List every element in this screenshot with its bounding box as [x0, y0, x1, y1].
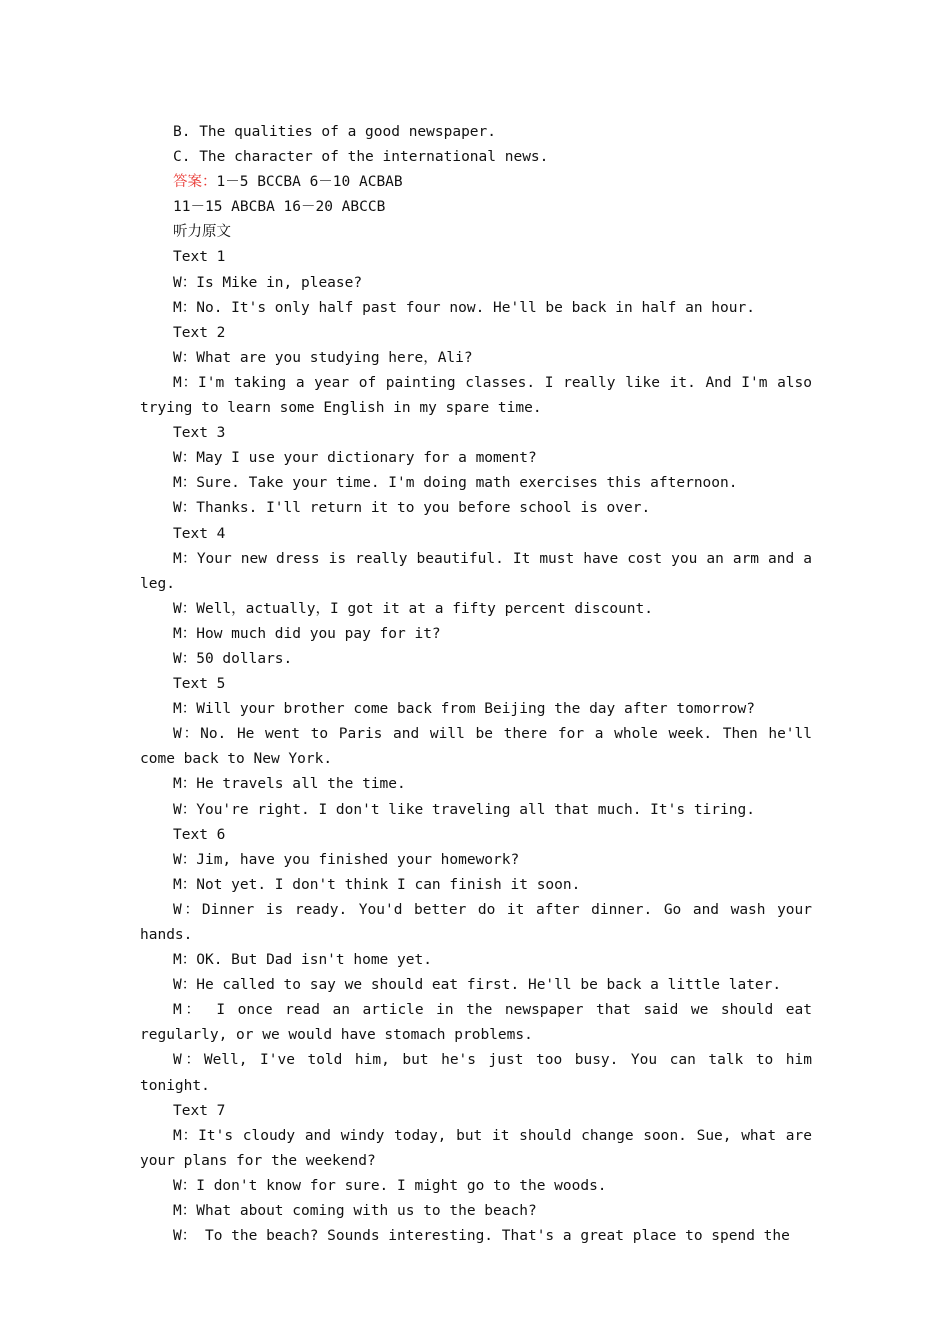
answer-label: 答案：	[173, 174, 217, 191]
dialogue-line: M：I'm taking a year of painting classes. I really like it. And I'm also trying to learn some English in my spare time.	[140, 374, 812, 417]
dialogue-line: W：Jim, have you finished your homework?	[173, 851, 520, 868]
option-c: C. The character of the international news.	[173, 149, 549, 166]
dialogue-line: M：Sure. Take your time. I'm doing math exercises this afternoon.	[173, 475, 738, 492]
text-title: Text 3	[173, 425, 226, 442]
dialogue-line: M：Your new dress is really beautiful. It must have cost you an arm and a leg.	[140, 550, 812, 592]
text-title: Text 5	[173, 676, 226, 693]
dialogue-line: W：Is Mike in, please?	[173, 274, 363, 291]
dialogue-line: W：What are you studying here，Ali?	[173, 349, 473, 366]
dialogue-line: M：No. It's only half past four now. He'll be back in half an hour.	[173, 299, 755, 316]
answer-key-line-1	[140, 170, 812, 195]
dialogue-line: W：Well，actually，I got it at a fifty percent discount.	[173, 600, 653, 617]
dialogue-line: M： I once read an article in the newspaper that said we should eat regularly, or we would have stomach problems.	[140, 1002, 812, 1044]
transcript-heading: 听力原文	[173, 224, 231, 241]
text-title: Text 1	[173, 249, 226, 266]
dialogue-line: W：May I use your dictionary for a moment?	[173, 450, 537, 467]
dialogue-line: W：No. He went to Paris and will be there for a whole week. Then he'll come back to New York.	[140, 726, 812, 768]
text-title: Text 6	[173, 826, 226, 843]
dialogue-line: W：Thanks. I'll return it to you before school is over.	[173, 500, 651, 517]
dialogue-line: M：Will your brother come back from Beijing the day after tomorrow?	[173, 701, 755, 718]
dialogue-line: W：Dinner is ready. You'd better do it after dinner. Go and wash your hands.	[140, 901, 812, 943]
dialogue-line: M：What about coming with us to the beach?	[173, 1203, 537, 1220]
dialogue-line: W：50 dollars.	[173, 650, 293, 667]
dialogue-line: W：You're right. I don't like traveling all that much. It's tiring.	[173, 801, 755, 818]
text-title: Text 2	[173, 324, 226, 341]
answer-key-line-2: 11－15 ABCBA 16－20 ABCCB	[173, 199, 386, 216]
dialogue-line: M：OK. But Dad isn't home yet.	[173, 952, 432, 969]
dialogue-line: M：Not yet. I don't think I can finish it soon.	[173, 876, 581, 893]
option-b: B. The qualities of a good newspaper.	[173, 124, 497, 140]
dialogue-line: W：He called to say we should eat first. He'll be back a little later.	[173, 977, 782, 994]
dialogue-line: W：I don't know for sure. I might go to the woods.	[173, 1177, 607, 1194]
text-title: Text 7	[173, 1102, 226, 1119]
document-body	[140, 120, 812, 1249]
dialogue-line: M：He travels all the time.	[173, 776, 406, 793]
dialogue-line: W： To the beach? Sounds interesting. That's a great place to spend the	[173, 1228, 790, 1245]
dialogue-line: W：Well, I've told him, but he's just too busy. You can talk to him tonight.	[140, 1052, 812, 1094]
dialogue-line: M：How much did you pay for it?	[173, 625, 441, 642]
text-title: Text 4	[173, 525, 226, 542]
answer-key-values-1: 1－5 BCCBA 6－10 ACBAB	[216, 174, 403, 191]
dialogue-line: M：It's cloudy and windy today, but it should change soon. Sue, what are your plans for the weekend?	[140, 1127, 812, 1169]
